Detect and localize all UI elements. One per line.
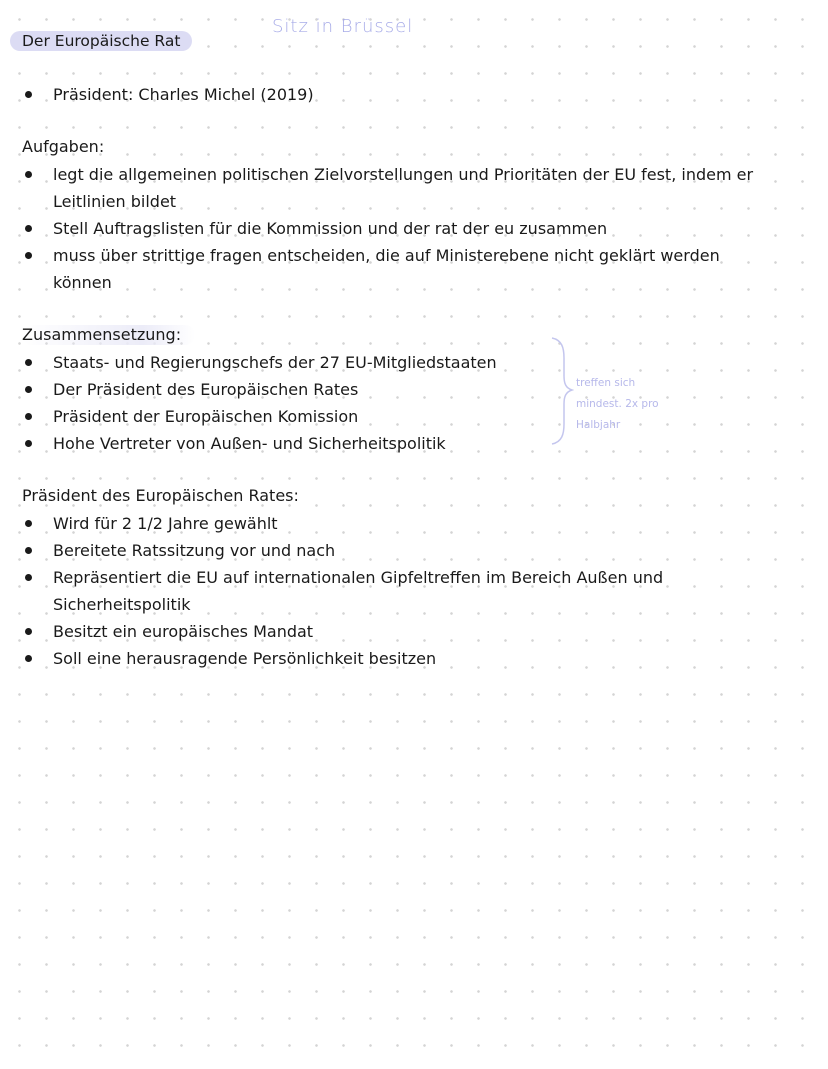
- list-item: muss über strittige fragen entscheiden, die auf Ministerebene nicht geklärt werden können: [0, 242, 773, 296]
- list-item: Präsident: Charles Michel (2019): [0, 81, 773, 108]
- praesident-list: [0, 510, 800, 672]
- list-item: legt die allgemeinen politischen Zielvorstellungen und Prioritäten der EU fest, indem er Leitlinien bildet: [0, 161, 773, 215]
- list-item: Hohe Vertreter von Außen- und Sicherheitspolitik: [0, 430, 773, 457]
- list-item: Stell Auftragslisten für die Kommission und der rat der eu zusammen: [0, 215, 773, 242]
- zusammensetzung-heading: Zusammensetzung:: [22, 325, 195, 345]
- list-item: Soll eine herausragende Persönlichkeit besitzen: [0, 645, 773, 672]
- aufgaben-list: [0, 161, 800, 296]
- curly-brace-icon: [548, 336, 574, 446]
- handwritten-note: Sitz in Brüssel: [272, 16, 414, 37]
- side-note-line: treffen sich: [576, 377, 636, 389]
- side-note-line: Halbjahr: [576, 419, 621, 431]
- list-item: Der Präsident des Europäischen Rates: [0, 376, 773, 403]
- list-item: Bereitete Ratssitzung vor und nach: [0, 537, 773, 564]
- list-item: Wird für 2 1/2 Jahre gewählt: [0, 510, 773, 537]
- praesident-heading: Präsident des Europäischen Rates:: [22, 486, 299, 505]
- list-item: Staats- und Regierungschefs der 27 EU-Mitgliedstaaten: [0, 349, 773, 376]
- list-item: Besitzt ein europäisches Mandat: [0, 618, 773, 645]
- page-title: Der Europäische Rat: [10, 31, 192, 51]
- president-list: [0, 81, 800, 108]
- zusammensetzung-list: [0, 349, 800, 457]
- list-item: Repräsentiert die EU auf internationalen Gipfeltreffen im Bereich Außen und Sicherheitspolitik: [0, 564, 723, 618]
- aufgaben-heading: Aufgaben:: [22, 137, 105, 156]
- list-item: Präsident der Europäischen Komission: [0, 403, 773, 430]
- side-note-line: mindest. 2x pro: [576, 398, 659, 410]
